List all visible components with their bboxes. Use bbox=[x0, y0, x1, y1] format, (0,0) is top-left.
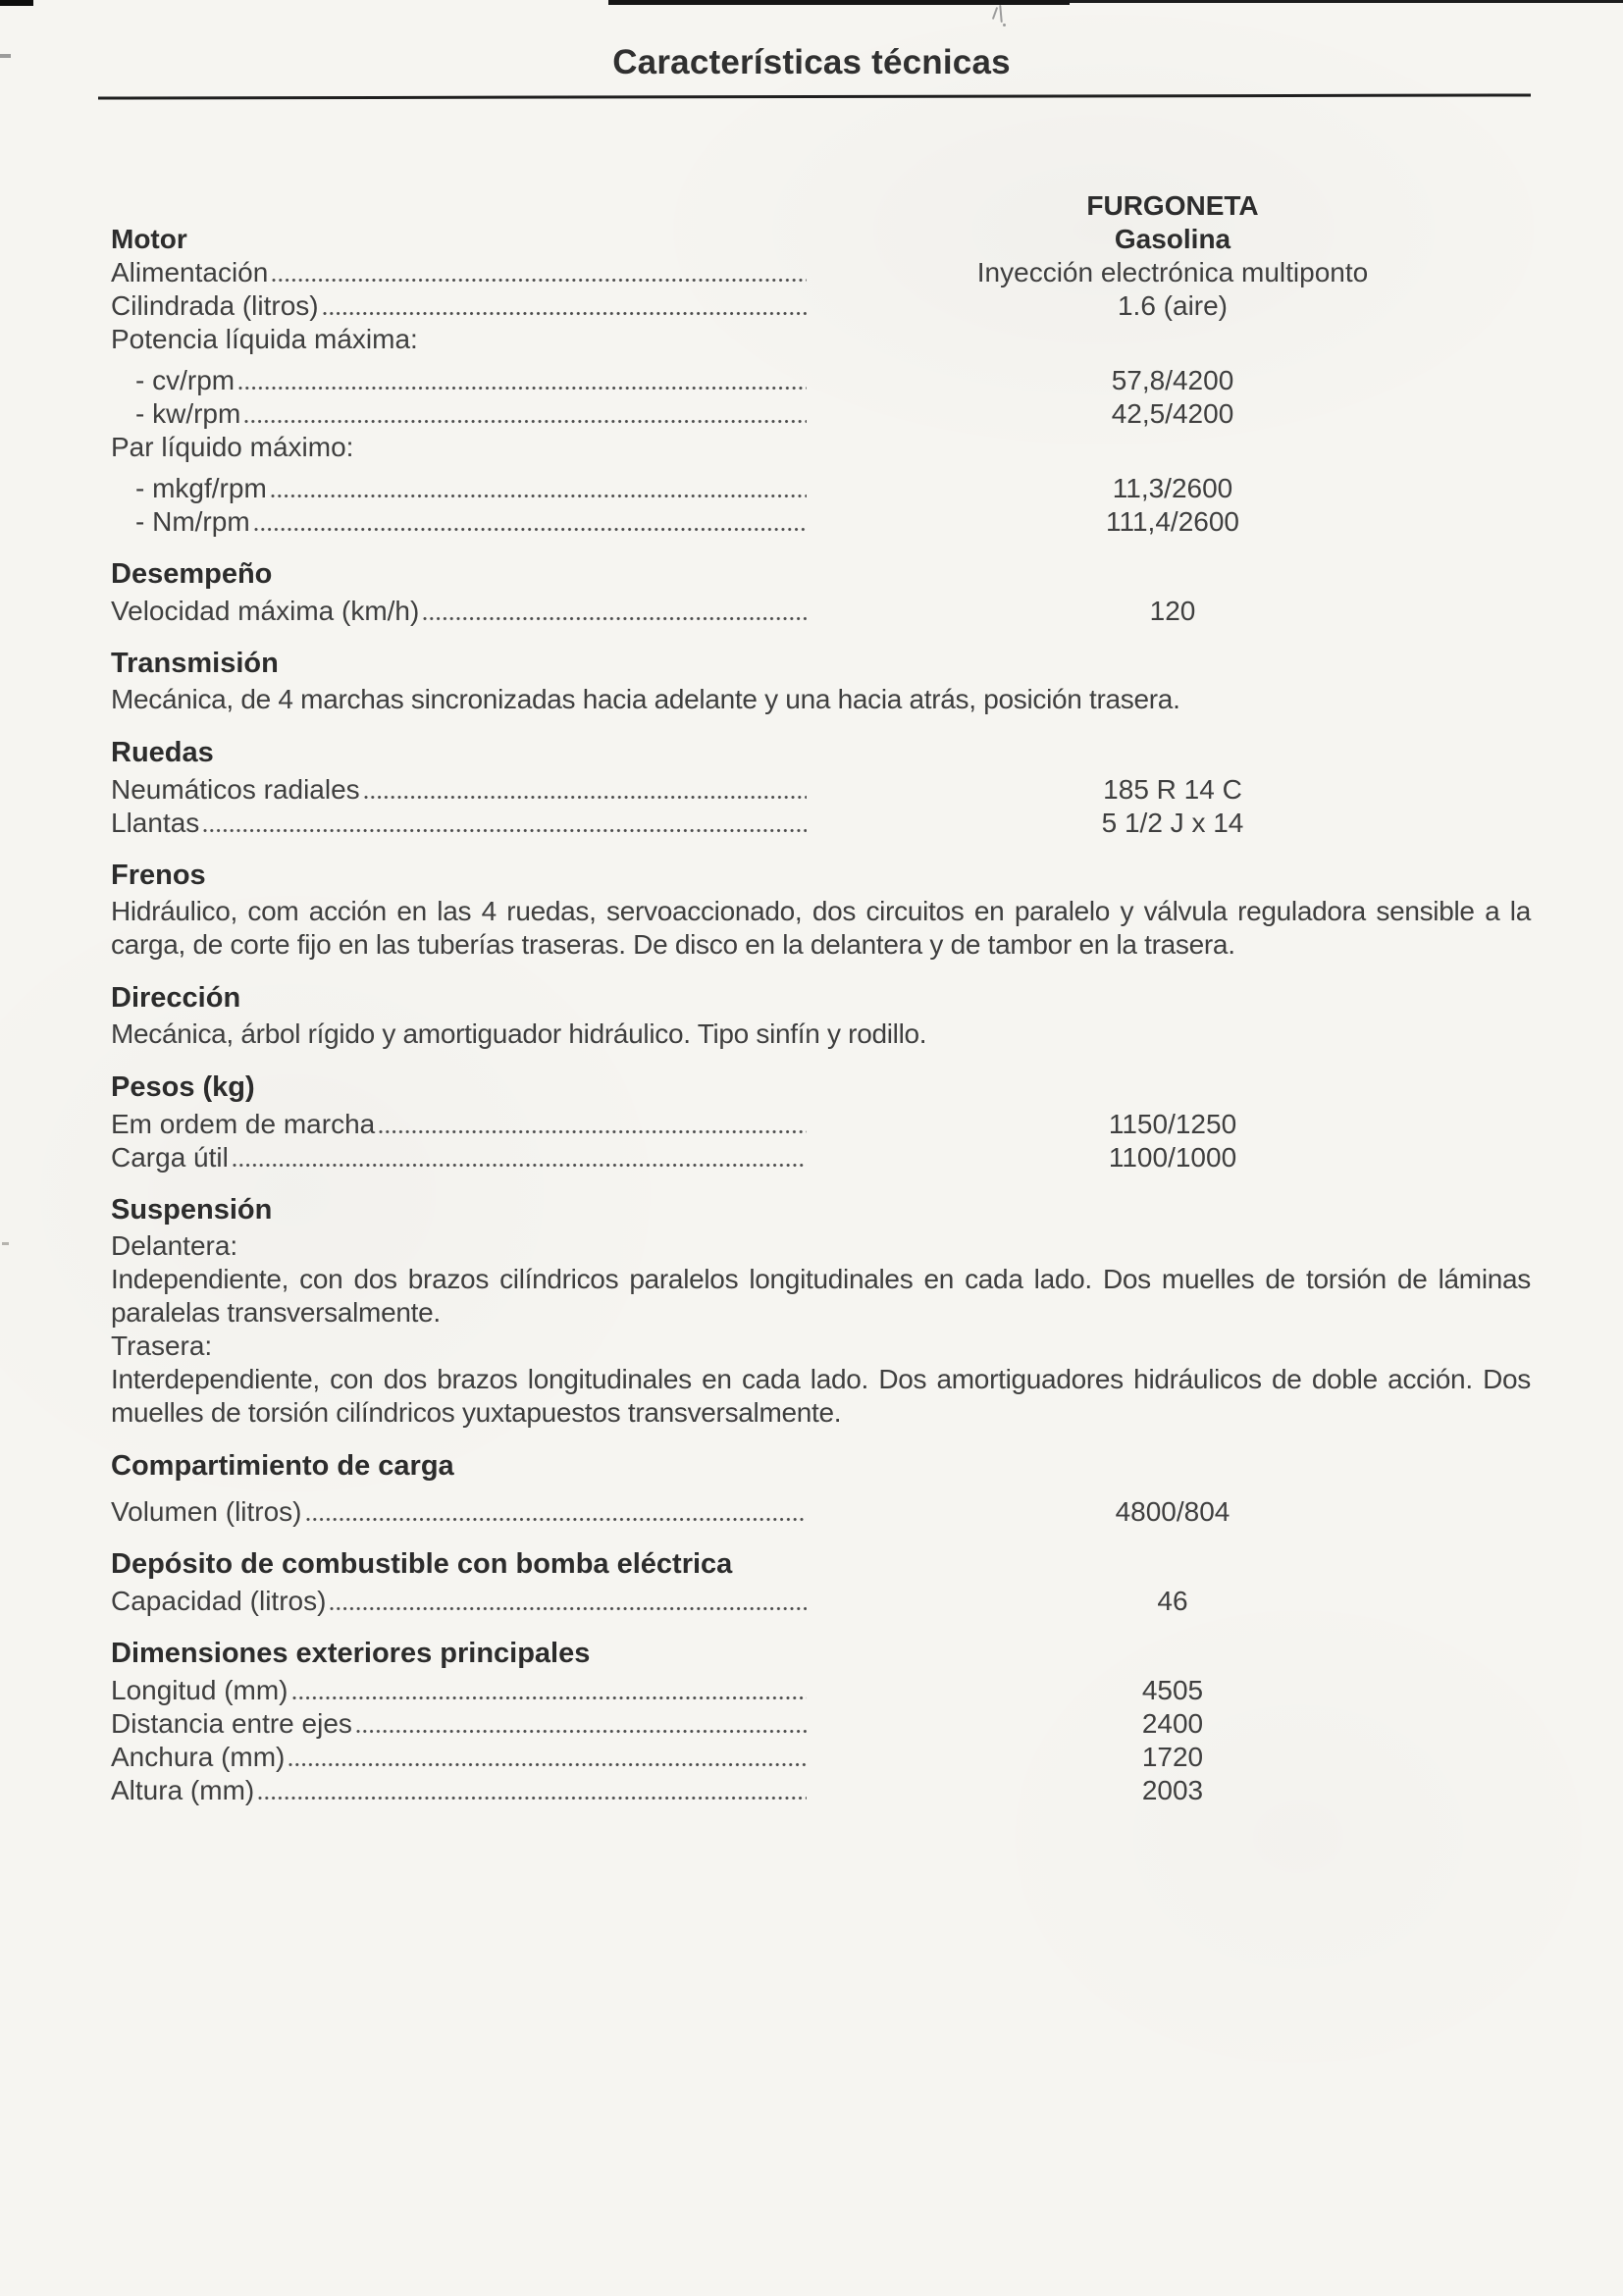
dot-leader bbox=[364, 794, 807, 800]
scan-corner-mark bbox=[0, 0, 33, 6]
spec-row bbox=[111, 1773, 1531, 1806]
spec-value: 46 bbox=[1157, 1586, 1188, 1616]
spec-row bbox=[111, 1706, 1531, 1740]
section-heading-direccion: Dirección bbox=[111, 982, 241, 1014]
spec-row bbox=[111, 430, 1531, 463]
spec-row bbox=[111, 396, 1531, 430]
scan-edge-dash bbox=[0, 54, 11, 58]
spec-value: Inyección electrónica multiponto bbox=[976, 257, 1369, 287]
section-heading-transmision: Transmisión bbox=[111, 648, 279, 679]
spec-row bbox=[111, 1140, 1531, 1174]
spec-value: 5 1/2 J x 14 bbox=[1101, 808, 1244, 838]
section-heading-deposito: Depósito de combustible con bomba eléctrica bbox=[111, 1548, 733, 1580]
spec-row bbox=[111, 1107, 1531, 1140]
title-rule bbox=[98, 93, 1531, 99]
section-heading-dimensiones: Dimensiones exteriores principales bbox=[111, 1638, 591, 1669]
spec-label: Cilindrada (litros) bbox=[111, 290, 319, 321]
spec-label: - mkgf/rpm bbox=[135, 473, 267, 503]
dot-leader bbox=[244, 418, 807, 424]
spec-value: 1.6 (aire) bbox=[1117, 290, 1229, 321]
spec-label: Volumen (litros) bbox=[111, 1496, 302, 1527]
dot-leader bbox=[203, 827, 807, 833]
spec-row bbox=[111, 806, 1531, 839]
dot-leader bbox=[258, 1795, 807, 1800]
spec-value: 2003 bbox=[1141, 1775, 1204, 1805]
spec-label: Alimentación bbox=[111, 257, 269, 287]
spec-row bbox=[111, 1584, 1531, 1617]
spec-label: Velocidad máxima (km/h) bbox=[111, 596, 420, 626]
spec-label: Par líquido máximo: bbox=[111, 432, 354, 462]
spec-label: Em ordem de marcha bbox=[111, 1109, 376, 1139]
spec-row bbox=[111, 504, 1531, 538]
spec-row bbox=[111, 288, 1531, 322]
suspension-front-label: Delantera: bbox=[111, 1230, 238, 1261]
section-heading-motor: Motor bbox=[111, 224, 187, 254]
spec-value: 2400 bbox=[1141, 1708, 1204, 1739]
spec-value: 1150/1250 bbox=[1108, 1109, 1237, 1139]
dot-leader bbox=[379, 1128, 807, 1134]
page-title: Características técnicas bbox=[612, 43, 1011, 81]
section-heading-suspension: Suspensión bbox=[111, 1194, 273, 1226]
section-heading-pesos: Pesos (kg) bbox=[111, 1071, 255, 1103]
section-heading-carga: Compartimiento de carga bbox=[111, 1450, 454, 1482]
spec-label: - Nm/rpm bbox=[135, 506, 250, 537]
dot-leader bbox=[323, 310, 807, 316]
spec-label: - kw/rpm bbox=[135, 398, 241, 429]
spec-value: 11,3/2600 bbox=[1112, 473, 1233, 503]
section-paragraph: Interdependiente, con dos brazos longitudinales en cada lado. Dos amortiguadores hidráulicos de doble acción. Dos muelles de torsión cilíndricos yuxtapuestos transversalmente. bbox=[111, 1364, 1531, 1428]
vehicle-fuel: Gasolina bbox=[1114, 224, 1231, 254]
dot-leader bbox=[288, 1761, 807, 1767]
section-paragraph: Mecánica, de 4 marchas sincronizadas hacia adelante y una hacia atrás, posición trasera. bbox=[111, 684, 1180, 714]
dot-leader bbox=[115, 210, 807, 216]
dot-leader bbox=[272, 277, 807, 283]
section-heading-frenos: Frenos bbox=[111, 860, 206, 891]
spec-label: Neumáticos radiales bbox=[111, 774, 360, 805]
spec-value: 111,4/2600 bbox=[1106, 506, 1239, 537]
spec-value: 4800/804 bbox=[1115, 1496, 1230, 1527]
spec-sheet bbox=[111, 188, 1531, 1806]
dot-leader bbox=[254, 526, 807, 532]
dot-leader bbox=[238, 385, 807, 391]
scan-speck bbox=[2, 1242, 9, 1245]
spec-label: Potencia líquida máxima: bbox=[111, 324, 418, 354]
dot-leader bbox=[356, 1728, 807, 1734]
spec-row bbox=[111, 1494, 1531, 1528]
spec-label: - cv/rpm bbox=[135, 365, 236, 395]
dot-leader bbox=[306, 1516, 807, 1522]
motor-heading-row bbox=[111, 222, 1531, 255]
vehicle-type-row bbox=[111, 188, 1531, 222]
spec-value: 120 bbox=[1149, 596, 1196, 626]
spec-label: Capacidad (litros) bbox=[111, 1586, 327, 1616]
spec-label: Altura (mm) bbox=[111, 1775, 255, 1805]
dot-leader bbox=[191, 243, 807, 249]
dot-leader bbox=[292, 1695, 807, 1700]
spec-label: Llantas bbox=[111, 808, 200, 838]
suspension-rear-label: Trasera: bbox=[111, 1331, 213, 1361]
vehicle-type: FURGONETA bbox=[1086, 190, 1259, 221]
section-heading-desempeno: Desempeño bbox=[111, 558, 273, 590]
spec-row bbox=[111, 471, 1531, 504]
spec-row bbox=[111, 594, 1531, 627]
section-paragraph: Mecánica, árbol rígido y amortiguador hidráulico. Tipo sinfín y rodillo. bbox=[111, 1018, 927, 1049]
spec-row bbox=[111, 1673, 1531, 1706]
dot-leader bbox=[233, 1162, 807, 1168]
section-paragraph: Hidráulico, com acción en las 4 ruedas, servoaccionado, dos circuitos en paralelo y válvula reguladora sensible a la carga, de corte fijo en las tuberías traseras. De disco en la delantera y de tambor en la trasera. bbox=[111, 896, 1531, 960]
spec-label: Carga útil bbox=[111, 1142, 229, 1173]
spec-row bbox=[111, 772, 1531, 806]
spec-row bbox=[111, 363, 1531, 396]
spec-value: 1100/1000 bbox=[1108, 1142, 1237, 1173]
spec-label: Anchura (mm) bbox=[111, 1742, 286, 1772]
scan-squiggle-mark bbox=[991, 5, 1007, 28]
dot-leader bbox=[423, 615, 807, 621]
spec-label: Longitud (mm) bbox=[111, 1675, 288, 1705]
dot-leader bbox=[330, 1605, 807, 1611]
spec-value: 42,5/4200 bbox=[1111, 398, 1234, 429]
spec-value: 1720 bbox=[1141, 1742, 1204, 1772]
section-heading-ruedas: Ruedas bbox=[111, 737, 214, 768]
spec-row bbox=[111, 1740, 1531, 1773]
spec-row bbox=[111, 322, 1531, 355]
spec-label: Distancia entre ejes bbox=[111, 1708, 352, 1739]
spec-value: 57,8/4200 bbox=[1111, 365, 1234, 395]
spec-value: 185 R 14 C bbox=[1103, 774, 1242, 805]
section-paragraph: Independiente, con dos brazos cilíndricos paralelos longitudinales en cada lado. Dos muelles de torsión de láminas paralelas transversalmente. bbox=[111, 1264, 1531, 1328]
spec-value: 4505 bbox=[1141, 1675, 1204, 1705]
spec-row bbox=[111, 255, 1531, 288]
dot-leader bbox=[271, 493, 807, 498]
